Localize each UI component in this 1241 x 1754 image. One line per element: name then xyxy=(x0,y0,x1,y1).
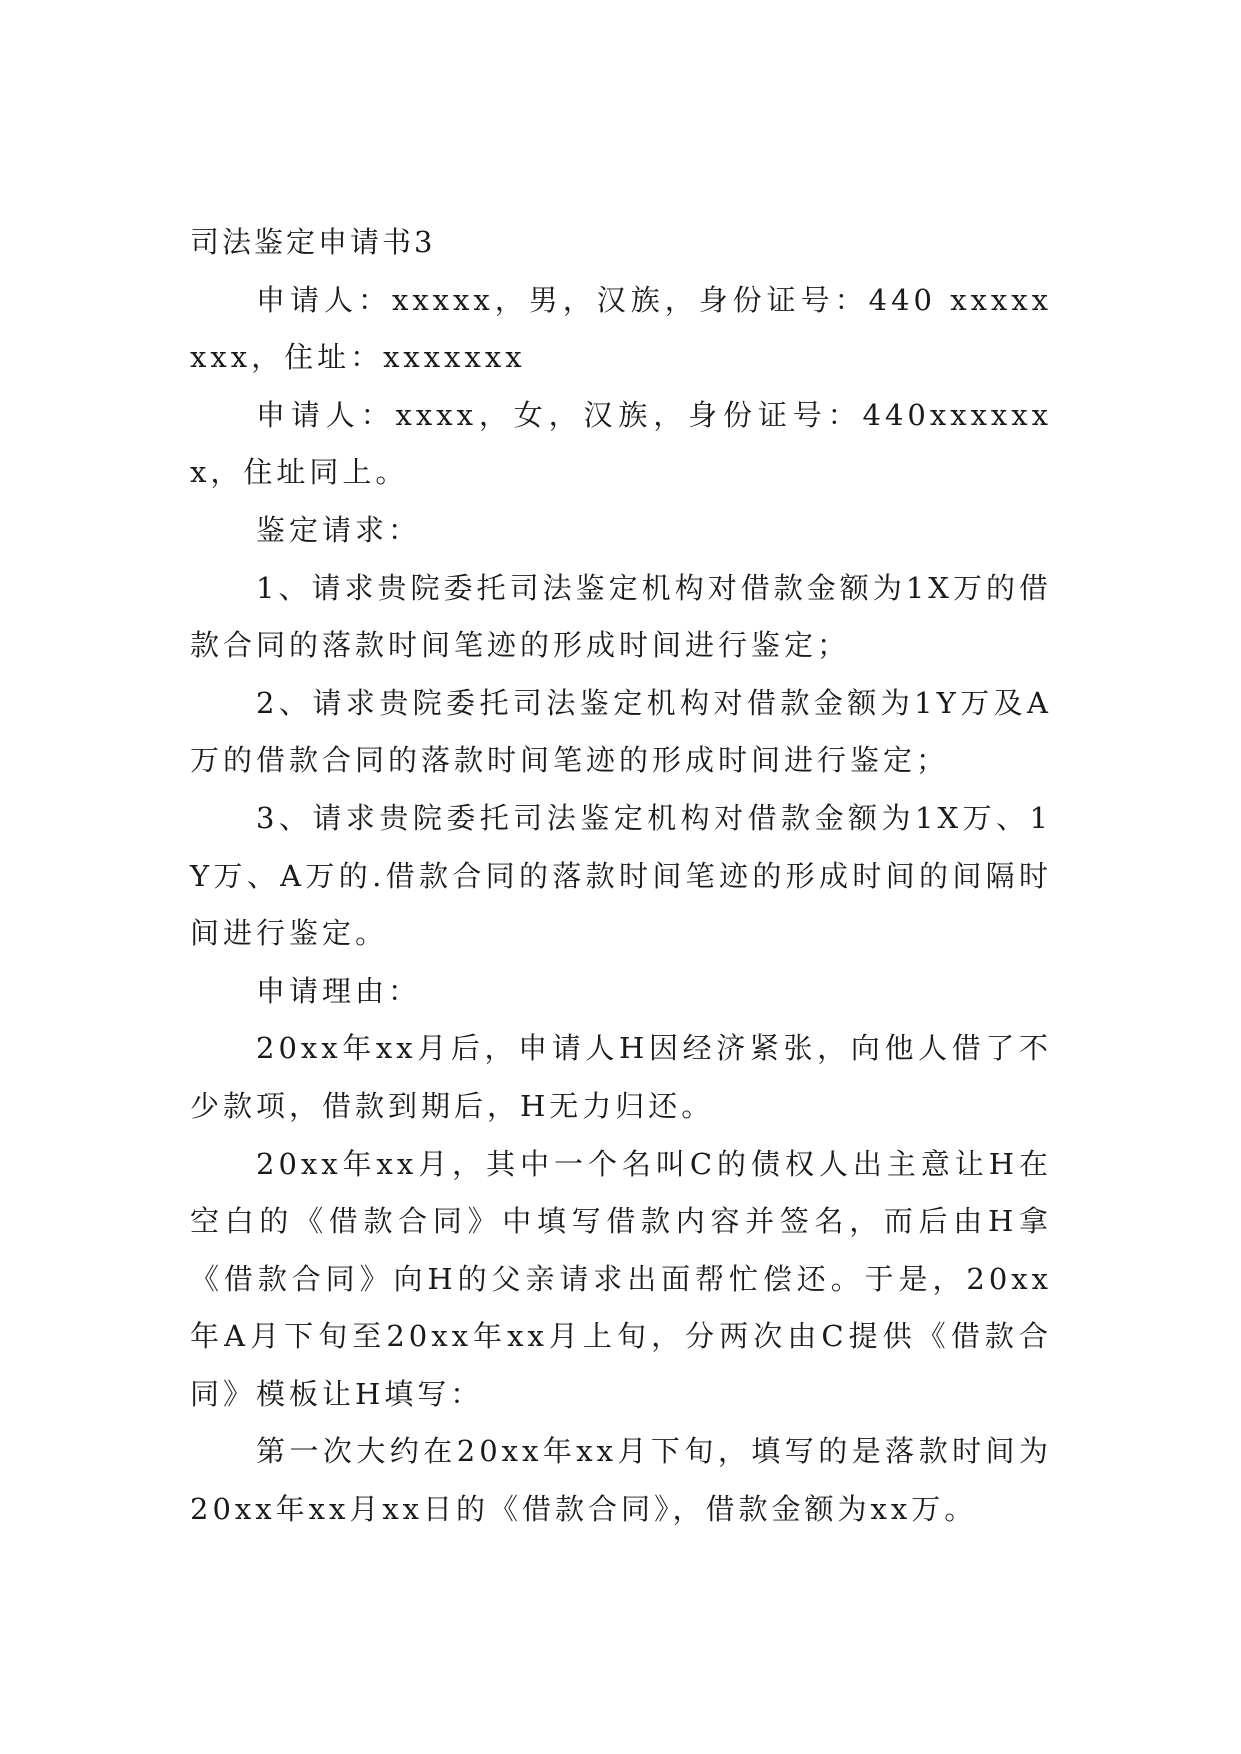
document-title: 司法鉴定申请书3 xyxy=(190,225,436,259)
request-item-3: 3、请求贵院委托司法鉴定机构对借款金额为1X万、1Y万、A万的.借款合同的落款时间笔迹的形成时间的间隔时间进行鉴定。 xyxy=(190,800,1052,951)
applicant-1-paragraph: 申请人：xxxxx，男，汉族，身份证号：440 xxxxxxxx，住址：xxxxxxx xyxy=(190,282,1052,375)
applicant-2-paragraph: 申请人：xxxx，女，汉族，身份证号：440xxxxxxx，住址同上。 xyxy=(190,397,1052,490)
appraisal-request-heading: 鉴定请求： xyxy=(256,512,422,547)
reason-paragraph-2: 20xx年xx月，其中一个名叫C的债权人出主意让H在空白的《借款合同》中填写借款内容并签名，而后由H拿《借款合同》向H的父亲请求出面帮忙偿还。于是，20xx年A月下旬至20xx年xx月上旬，分两次由C提供《借款合同》模板让H填写： xyxy=(190,1146,1052,1411)
reasons-heading: 申请理由： xyxy=(256,973,422,1008)
request-item-1: 1、请求贵院委托司法鉴定机构对借款金额为1X万的借款合同的落款时间笔迹的形成时间进行鉴定； xyxy=(190,570,1052,663)
reason-paragraph-3: 第一次大约在20xx年xx月下旬，填写的是落款时间为20xx年xx月xx日的《借款合同》，借款金额为xx万。 xyxy=(190,1434,1052,1527)
request-item-2: 2、请求贵院委托司法鉴定机构对借款金额为1Y万及A万的借款合同的落款时间笔迹的形成时间进行鉴定； xyxy=(190,685,1052,778)
reason-paragraph-1: 20xx年xx月后，申请人H因经济紧张，向他人借了不少款项，借款到期后，H无力归还。 xyxy=(190,1031,1052,1123)
document-body xyxy=(190,214,1052,1539)
